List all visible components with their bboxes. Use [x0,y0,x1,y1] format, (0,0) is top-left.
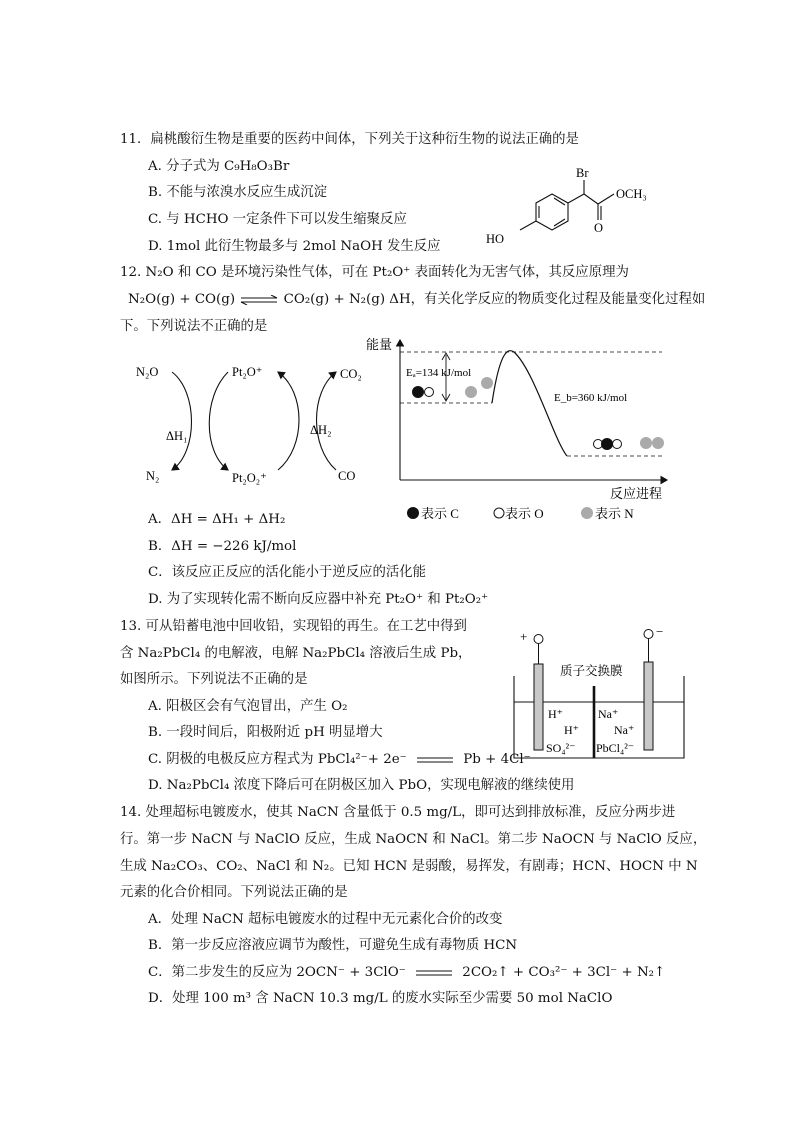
q13-c-right: Pb + 4Cl⁻ [463,752,531,767]
sulfate-ion-label: SO₄²⁻ [546,741,576,755]
q12-option-d: D. 为了实现转化需不断向反应器中补充 Pt₂O⁺ 和 Pt₂O₂⁺ [148,592,489,607]
carbon-atom-icon [412,386,424,398]
cycle-arrow-co-to-co2 [317,372,337,470]
nitrogen-atom-icon [481,377,493,389]
na-ion-label-1: Na⁺ [598,707,619,721]
cycle-arrow-pt2o-to-pt2o2 [209,372,228,470]
q11-option-d: D. 1mol 此衍生物最多与 2mol NaOH 发生反应 [148,239,441,254]
q14-option-b: B．第一步反应溶液应调节为酸性，可避免生成有毒物质 HCN [148,938,518,953]
benzene-ring [536,194,568,230]
nitrogen-atom-icon [652,437,664,449]
cycle-arrow-n2o-to-n2 [172,372,192,470]
q13-c-left: C. 阴极的电极反应方程式为 PbCl₄²⁻+ 2e⁻ [148,752,407,767]
anode-electrode [534,664,543,750]
eb-label: E_b=360 kJ/mol [554,392,628,404]
progress-axis-label: 反应进程 [610,486,663,501]
q11-option-c: C. 与 HCHO 一定条件下可以发生缩聚反应 [148,212,407,227]
pt2o-label: Pt₂O⁺ [232,365,263,379]
oxygen-atom-icon [425,388,434,397]
na-ion-label-2: Na⁺ [614,723,635,737]
membrane-label: 质子交换膜 [560,664,623,678]
co2-label: CO₂ [340,367,362,381]
n2-label: N₂ [146,469,160,483]
equilibrium-arrow-icon [239,295,279,305]
cathode-terminal-icon [644,630,653,639]
ho-label: HO [486,232,505,246]
q12-option-c: C．该反应正反应的活化能小于逆反应的活化能 [148,565,427,580]
q13-option-b: B. 一段时间后，阳极附近 pH 明显增大 [148,725,383,740]
q13-stem-line1: 13. 可从铅蓄电池中回收铅，实现铅的再生。在工艺中得到 [120,619,467,634]
legend-carbon-label: 表示 C [421,506,459,521]
q13-stem-line2: 含 Na₂PbCl₄ 的电解液，电解 Na₂PbCl₄ 溶液后生成 Pb， [120,646,472,661]
legend-nitrogen-label: 表示 N [595,506,634,521]
minus-sign: − [656,624,664,639]
nitrogen-atom-icon [640,437,652,449]
electrolysis-cell-diagram [508,624,708,764]
q13-stem-line3: 如图所示。下列说法不正确的是 [120,672,308,687]
pt2o2-label: Pt₂O₂⁺ [232,471,267,485]
h-ion-label-2: H⁺ [564,723,579,737]
q14-stem-line3: 生成 Na₂CO₃、CO₂、NaCl 和 N₂。已知 HCN 是弱酸，易挥发，有剧毒；HCN、HOCN 中 N [120,859,698,874]
q12-option-a: A．ΔH = ΔH₁ + ΔH₂ [148,512,286,527]
catalytic-cycle-diagram [128,352,378,492]
pbcl4-ion-label: PbCl₄²⁻ [596,741,635,755]
q14-option-d: D．处理 100 m³ 含 NaCN 10.3 mg/L 的废水实际至少需要 50 mol NaClO [148,991,613,1006]
nitrogen-atom-icon [465,386,477,398]
dh2-label: ΔH₂ [310,423,332,437]
ea-label: Eₐ=134 kJ/mol [406,367,472,379]
q11-structure-diagram [482,160,662,252]
co-label: CO [338,469,356,483]
anode-terminal-icon [534,635,543,644]
q14-option-a: A．处理 NaCN 超标电镀废水的过程中无元素化合价的改变 [148,912,503,927]
carbon-atom-icon [601,438,613,450]
q13-option-a: A. 阳极区会有气泡冒出，产生 O₂ [148,699,348,714]
legend-nitrogen-icon [581,507,593,519]
plus-sign: + [520,629,528,644]
q13-option-c [148,751,531,769]
legend-carbon-icon [407,507,419,519]
br-label: Br [576,166,589,180]
q11-option-a: A. 分子式为 C₉H₈O₃Br [148,159,290,174]
q12-option-b: B．ΔH = −226 kJ/mol [148,539,297,554]
equation-right: CO₂(g) + N₂(g) ΔH，有关化学反应的物质变化过程及能量变化过程如 [283,292,706,307]
q14-stem-line4: 元素的化合价相同。下列说法正确的是 [120,885,348,900]
legend-oxygen-label: 表示 O [505,506,544,521]
q14-c-left: C．第二步发生的反应为 2OCN⁻ + 3ClO⁻ [148,965,406,980]
q14-c-right: 2CO₂↑ + CO₃²⁻ + 3Cl⁻ + N₂↑ [462,965,666,980]
q12-stem-line1: 12. N₂O 和 CO 是环境污染性气体，可在 Pt₂O⁺ 表面转化为无害气体，其反应原理为 [120,265,629,280]
q12-equation-line [128,291,705,309]
q14-stem-line1: 14. 处理超标电镀废水，使其 NaCN 含量低于 0.5 mg/L，即可达到排放标准，反应分两步进 [120,805,676,820]
cathode-electrode [644,662,653,750]
equals-arrow-icon [414,969,454,977]
equals-arrow-icon [415,756,455,764]
q14-option-c [148,964,665,982]
q11-option-b: B. 不能与浓溴水反应生成沉淀 [148,185,328,200]
cycle-arrow-pt2o2-to-pt2o [278,372,299,470]
och3-label: OCH₃ [616,187,647,201]
n2o-label: N₂O [136,365,159,379]
oxygen-atom-icon [613,440,622,449]
legend-oxygen-icon [494,508,504,518]
carbonyl-o-label: O [594,221,604,235]
q14-stem-line2: 行。第一步 NaCN 与 NaClO 反应，生成 NaOCN 和 NaCl。第二步 NaOCN 与 NaClO 反应， [120,832,707,847]
equation-left: N₂O(g) + CO(g) [128,292,236,307]
h-ion-label-1: H⁺ [548,707,563,721]
q13-option-d: D. Na₂PbCl₄ 浓度下降后可在阴极区加入 PbO，实现电解液的继续使用 [148,778,575,793]
q11-stem: 11．扁桃酸衍生物是重要的医药中间体，下列关于这种衍生物的说法正确的是 [120,132,579,147]
dh1-label: ΔH₁ [166,429,188,443]
q12-stem-line3: 下。下列说法不正确的是 [120,319,268,334]
energy-axis-label: 能量 [366,337,393,352]
energy-profile-diagram [362,330,692,530]
